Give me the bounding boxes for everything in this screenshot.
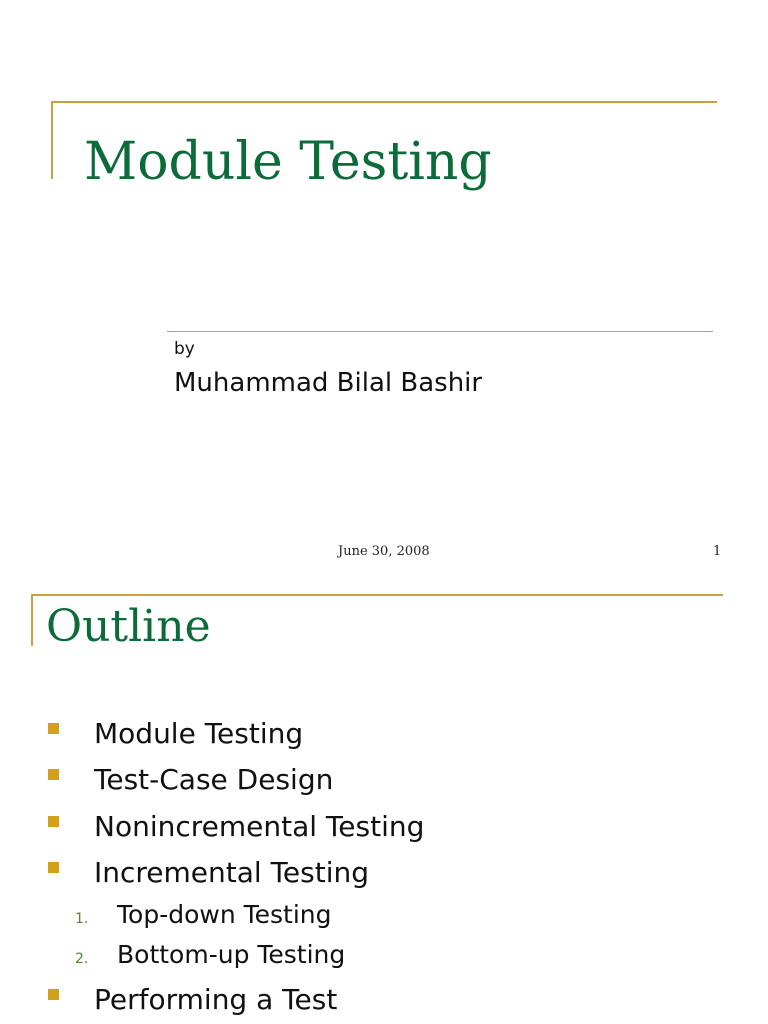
- bullet-square-icon: [48, 723, 59, 734]
- author-name: Muhammad Bilal Bashir: [174, 368, 483, 398]
- subitem-number: 1.: [75, 911, 89, 927]
- page-number: 1: [713, 544, 722, 559]
- slide2-title: Outline: [46, 601, 211, 652]
- outline-item: Performing a Test: [94, 983, 338, 1016]
- outline-item: Nonincremental Testing: [94, 810, 425, 843]
- bullet-square-icon: [48, 769, 59, 780]
- bullet-square-icon: [48, 862, 59, 873]
- slide1-top-rule: [51, 101, 717, 103]
- slide1-left-rule: [51, 101, 53, 179]
- subitem-number: 2.: [75, 951, 89, 967]
- slide2-left-rule: [31, 594, 33, 646]
- slide1-subtitle-rule: [167, 331, 713, 332]
- by-label: by: [174, 339, 195, 359]
- slide2-top-rule: [31, 594, 723, 596]
- slide1-title: Module Testing: [84, 132, 492, 192]
- outline-subitem: Top-down Testing: [117, 900, 332, 929]
- outline-item: Incremental Testing: [94, 856, 370, 889]
- outline-item: Test-Case Design: [94, 763, 334, 796]
- bullet-square-icon: [48, 989, 59, 1000]
- outline-item: Module Testing: [94, 717, 304, 750]
- slide-date: June 30, 2008: [338, 544, 430, 559]
- outline-subitem: Bottom-up Testing: [117, 940, 346, 969]
- bullet-square-icon: [48, 816, 59, 827]
